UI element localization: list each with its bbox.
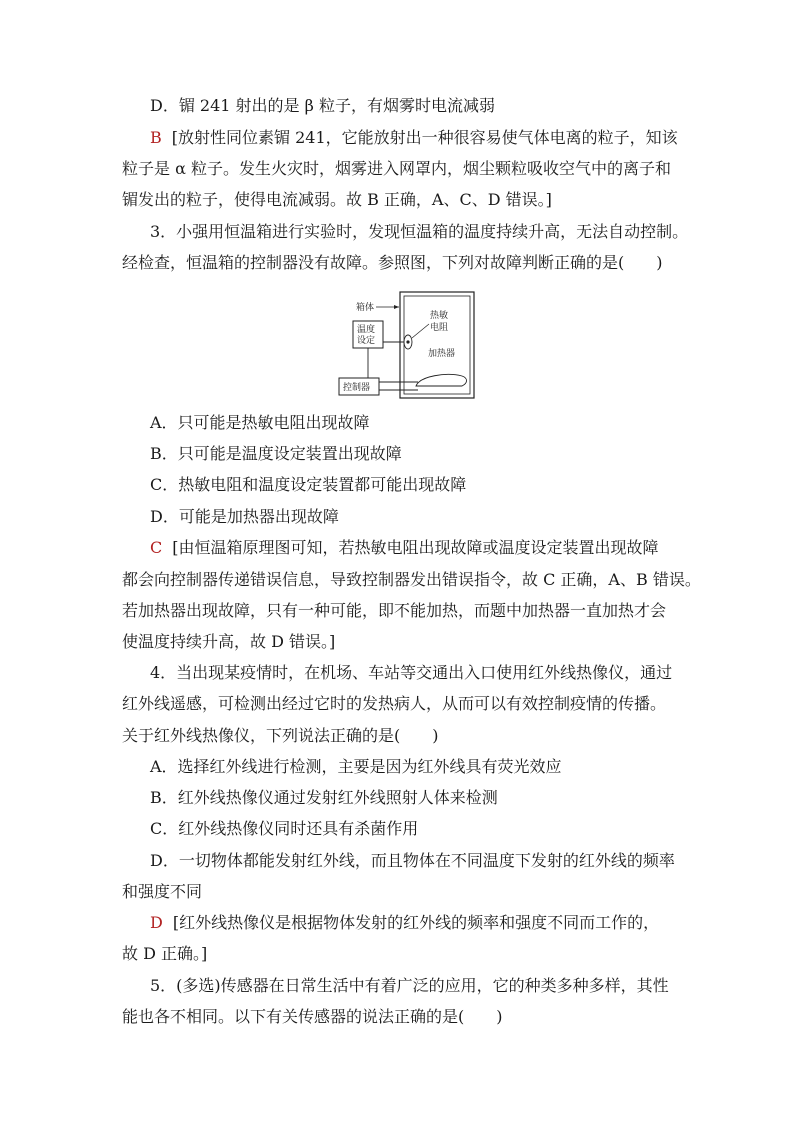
q4-stem-line-1: 4．当出现某疫情时，在机场、车站等交通出入口使用红外线热像仪，通过: [150, 663, 673, 682]
q4-stem-line-3: 关于红外线热像仪，下列说法正确的是( ): [122, 726, 439, 745]
heater-label: 加热器: [428, 349, 456, 359]
q3-option-d: D．可能是加热器出现故障: [150, 507, 339, 526]
q5-stem-line-1: 5．(多选)传感器在日常生活中有着广泛的应用，它的种类多种多样，其性: [150, 976, 669, 995]
q4-stem-line-2: 红外线遥感，可检测出经过它时的发热病人，从而可以有效控制疫情的传播。: [122, 694, 667, 713]
q4-option-a: A．选择红外线进行检测，主要是因为红外线具有荧光效应: [150, 757, 562, 776]
q3-answer-letter: C: [150, 538, 163, 557]
q2-answer-line-1: B [放射性同位素镅 241，它能放射出一种很容易使气体电离的粒子，知该: [150, 128, 678, 147]
q2-answer-line-3: 镅发出的粒子，使得电流减弱。故 B 正确，A、C、D 错误。]: [122, 190, 552, 209]
thermostat-diagram: [336, 290, 476, 402]
controller-label: 控制器: [343, 383, 371, 393]
thermistor-pointer: [412, 324, 429, 338]
q3-stem-line-2: 经检查，恒温箱的控制器没有故障。参照图，下列对故障判断正确的是( ): [122, 253, 663, 272]
thermistor-dot: [406, 340, 409, 343]
q4-option-d-line-2: 和强度不同: [122, 882, 203, 901]
box-arrowhead: [394, 305, 399, 309]
temp-set-label-1: 温度: [357, 325, 376, 335]
box-label: 箱体: [356, 303, 375, 313]
temp-set-label-2: 设定: [357, 336, 376, 346]
q2-option-d: D．镅 241 射出的是 β 粒子，有烟雾时电流减弱: [150, 96, 495, 115]
thermostat-diagram-svg: [336, 290, 476, 402]
q3-answer-line-3: 若加热器出现故障，只有一种可能，即不能加热，而题中加热器一直加热才会: [122, 601, 667, 620]
q4-option-c: C．红外线热像仪同时还具有杀菌作用: [150, 819, 419, 838]
q3-answer-line-1: C [由恒温箱原理图可知，若热敏电阻出现故障或温度设定装置出现故障: [150, 538, 659, 557]
q3-answer-line-4: 使温度持续升高，故 D 错误。]: [122, 632, 336, 651]
q2-answer-line-2: 粒子是 α 粒子。发生火灾时，烟雾进入网罩内，烟尘颗粒吸收空气中的离子和: [122, 159, 671, 178]
q3-answer-line-2: 都会向控制器传递错误信息，导致控制器发出错误指令，故 C 正确，A、B 错误。: [122, 570, 701, 589]
q4-option-b: B．红外线热像仪通过发射红外线照射人体来检测: [150, 788, 498, 807]
q4-answer-line-2: 故 D 正确。]: [122, 944, 208, 963]
q4-option-d-line-1: D．一切物体都能发射红外线，而且物体在不同温度下发射的红外线的频率: [150, 851, 675, 870]
q4-answer-line-1: D [红外线热像仪是根据物体发射的红外线的频率和强度不同而工作的，: [150, 913, 660, 932]
q3-option-b: B．只可能是温度设定装置出现故障: [150, 444, 402, 463]
thermistor-label-1: 热敏: [430, 311, 449, 321]
q3-option-a: A．只可能是热敏电阻出现故障: [150, 413, 370, 432]
q3-stem-line-1: 3．小强用恒温箱进行实验时，发现恒温箱的温度持续升高，无法自动控制。: [150, 222, 689, 241]
thermistor-label-2: 电阻: [430, 323, 449, 333]
q4-answer-letter: D: [150, 913, 163, 932]
heater-icon: [416, 374, 467, 386]
q3-option-c: C．热敏电阻和温度设定装置都可能出现故障: [150, 475, 467, 494]
q2-answer-letter: B: [150, 128, 162, 147]
q5-stem-line-2: 能也各不相同。以下有关传感器的说法正确的是( ): [122, 1007, 503, 1026]
